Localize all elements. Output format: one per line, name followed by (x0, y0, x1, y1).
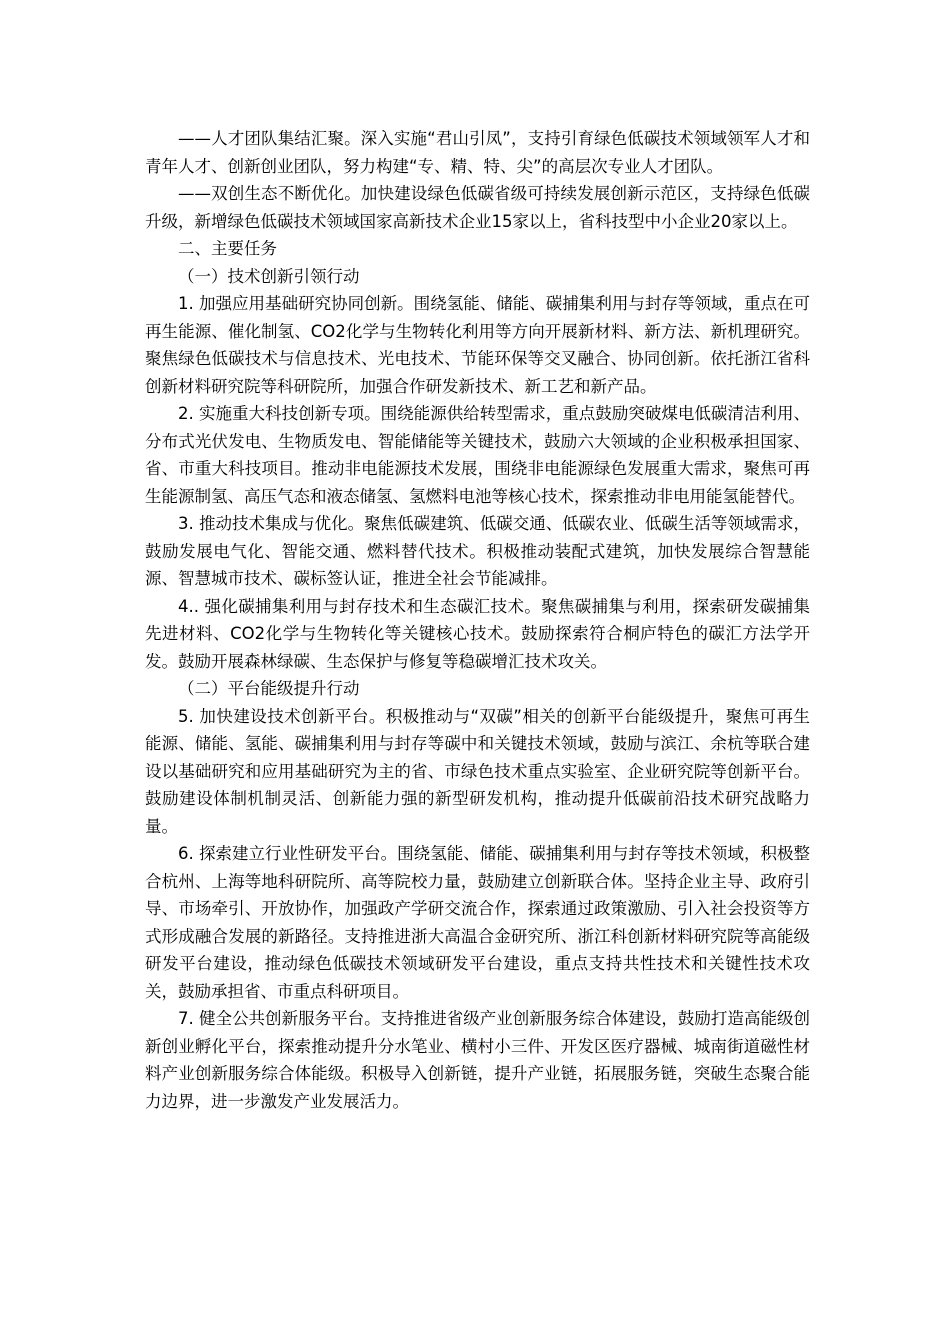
paragraph-item-3: 3. 推动技术集成与优化。聚焦低碳建筑、低碳交通、低碳农业、低碳生活等领域需求，鼓励发展电气化、智能交通、燃料替代技术。积极推动装配式建筑，加快发展综合智慧能源、智慧城市技术、碳标签认证，推进全社会节能减排。 (145, 514, 810, 588)
paragraph-item-1: 1. 加强应用基础研究协同创新。围绕氢能、储能、碳捕集利用与封存等领域，重点在可再生能源、催化制氢、CO2化学与生物转化利用等方向开展新材料、新方法、新机理研究。聚焦绿色低碳技术与信息技术、光电技术、节能环保等交叉融合、协同创新。依托浙江省科创新材料研究院等科研院所，加强合作研发新技术、新工艺和新产品。 (145, 294, 810, 396)
paragraph-item-5: 5. 加快建设技术创新平台。积极推动与“双碳”相关的创新平台能级提升，聚焦可再生能源、储能、氢能、碳捕集利用与封存等碳中和关键技术领域，鼓励与滨江、余杭等联合建设以基础研究和应用基础研究为主的省、市绿色技术重点实验室、企业研究院等创新平台。鼓励建设体制机制灵活、创新能力强的新型研发机构，推动提升低碳前沿技术研究战略力量。 (145, 706, 810, 836)
paragraph-item-6: 6. 探索建立行业性研发平台。围绕氢能、储能、碳捕集利用与封存等技术领域，积极整合杭州、上海等地科研院所、高等院校力量，鼓励建立创新联合体。坚持企业主导、政府引导、市场牵引、开放协作，加强政产学研交流合作，探索通过政策激励、引入社会投资等方式形成融合发展的新路径。支持推进浙大高温合金研究所、浙江科创新材料研究院等高能级研发平台建设，推动绿色低碳技术领域研发平台建设，重点支持共性技术和关键性技术攻关，鼓励承担省、市重点科研项目。 (145, 844, 810, 1001)
paragraph-talent-team: ——人才团队集结汇聚。深入实施“君山引凤”，支持引育绿色低碳技术领域领军人才和青年人才、创新创业团队，努力构建“专、精、特、尖”的高层次专业人才团队。 (145, 129, 810, 176)
paragraph-item-7: 7. 健全公共创新服务平台。支持推进省级产业创新服务综合体建设，鼓励打造高能级创新创业孵化平台，探索推动提升分水笔业、横村小三件、开发区医疗器械、城南街道磁性材料产业创新服务综合体能级。积极导入创新链，提升产业链，拓展服务链，突破生态聚合能力边界，进一步激发产业发展活力。 (145, 1009, 810, 1111)
paragraph-item-2: 2. 实施重大科技创新专项。围绕能源供给转型需求，重点鼓励突破煤电低碳清洁利用、分布式光伏发电、生物质发电、智能储能等关键技术，鼓励六大领域的企业积极承担国家、省、市重大科技项目。推动非电能源技术发展，围绕非电能源绿色发展重大需求，聚焦可再生能源制氢、高压气态和液态储氢、氢燃料电池等核心技术，探索推动非电用能氢能替代。 (145, 404, 810, 506)
subsection-heading-tech-innovation: （一）技术创新引领行动 (178, 266, 360, 286)
subsection-heading-platform: （二）平台能级提升行动 (178, 679, 360, 698)
document-body (145, 125, 810, 1115)
paragraph-innovation-ecology: ——双创生态不断优化。加快建设绿色低碳省级可持续发展创新示范区，支持绿色低碳升级，新增绿色低碳技术领域国家高新技术企业15家以上，省科技型中小企业20家以上。 (145, 184, 810, 231)
paragraph-item-4: 4.. 强化碳捕集利用与封存技术和生态碳汇技术。聚焦碳捕集与利用，探索研发碳捕集先进材料、CO2化学与生物转化等关键核心技术。鼓励探索符合桐庐特色的碳汇方法学开发。鼓励开展森林绿碳、生态保护与修复等稳碳增汇技术攻关。 (145, 596, 810, 671)
section-heading-main-tasks: 二、主要任务 (178, 239, 277, 258)
